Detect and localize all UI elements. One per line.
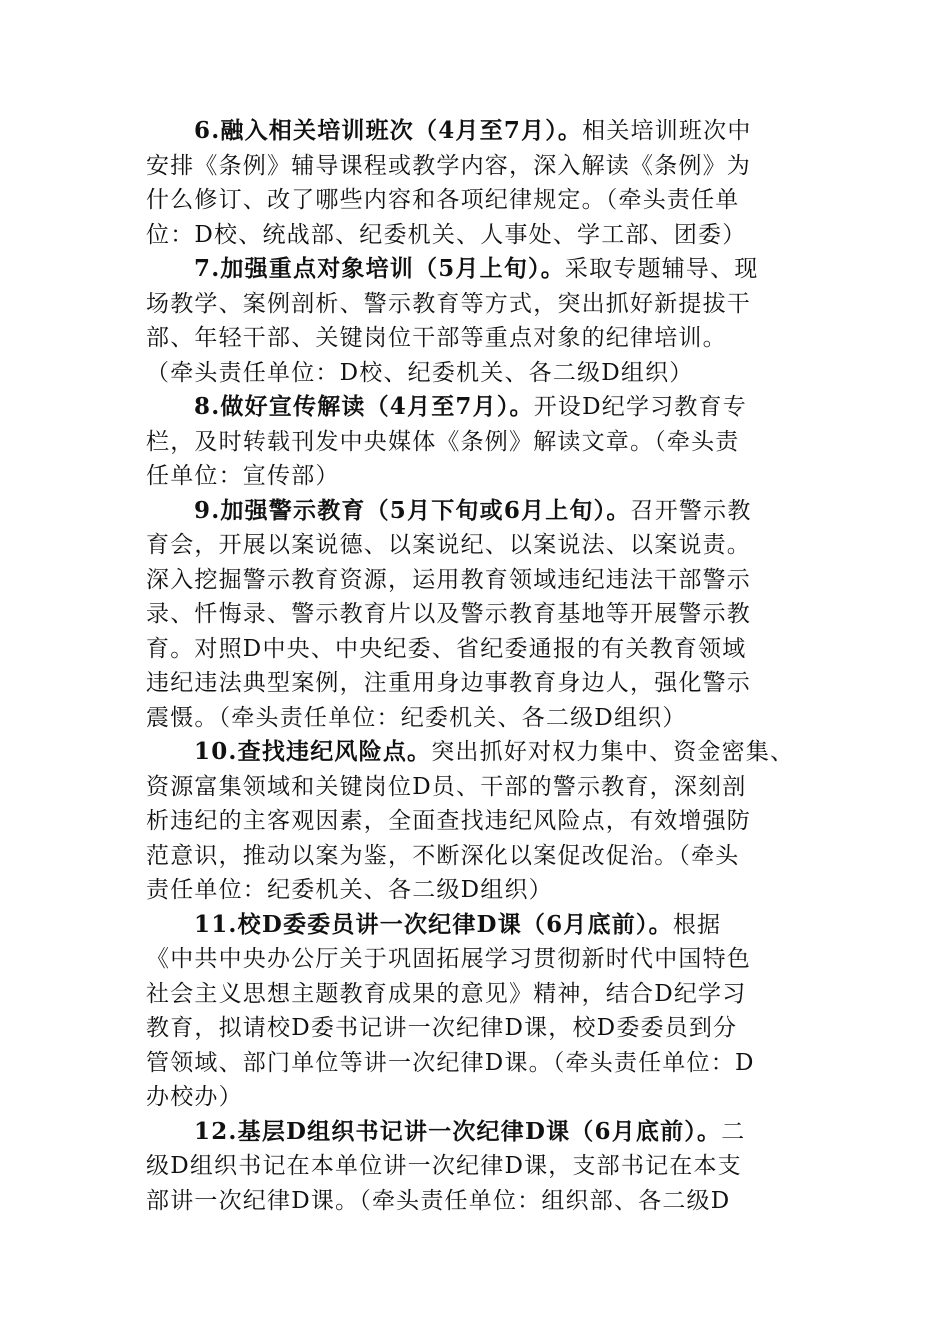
document-page [146, 114, 806, 1218]
paragraph-line: 震慑。（牵头责任单位：纪委机关、各二级D组织） [146, 704, 687, 731]
paragraph-line [146, 735, 806, 770]
paragraph-6 [146, 114, 806, 252]
paragraph-heading: 9.加强警示教育（5月下旬或6月上旬）。 [194, 496, 631, 524]
paragraph-heading: 6.融入相关培训班次（4月至7月）。 [194, 117, 583, 144]
paragraph-line: 部、年轻干部、关键岗位干部等重点对象的纪律培训。 [146, 325, 727, 351]
paragraph-line: 社会主义思想主题教育成果的意见》精神，结合D纪学习 [146, 980, 747, 1007]
paragraph-line: 栏，及时转载刊发中央媒体《条例》解读文章。（牵头责 [146, 428, 740, 455]
paragraph-text: 开设D纪学习教育专 [533, 394, 747, 420]
paragraph-text: 相关培训班次中 [582, 118, 752, 144]
paragraph-10 [146, 735, 806, 908]
paragraph-line: 什么修订、改了哪些内容和各项纪律规定。（牵头责任单 [146, 187, 740, 213]
paragraph-heading: 10.查找违纪风险点。 [194, 738, 432, 765]
paragraph-text: 召开警示教 [630, 497, 752, 524]
paragraph-line [146, 908, 806, 943]
paragraph-heading: 7.加强重点对象培训（5月上旬）。 [194, 255, 565, 282]
paragraph-line [146, 252, 806, 287]
paragraph-heading: 11.校D委委员讲一次纪律D课（6月底前）。 [194, 910, 673, 938]
paragraph-8 [146, 390, 806, 494]
paragraph-line [146, 114, 806, 149]
paragraph-text: 突出抓好对权力集中、资金密集、 [431, 739, 795, 765]
paragraph-line: 教育，拟请校D委书记讲一次纪律D课，校D委委员到分 [146, 1015, 738, 1041]
paragraph-line: 场教学、案例剖析、警示教育等方式，突出抓好新提拔干 [146, 290, 751, 317]
paragraph-line [146, 494, 806, 529]
paragraph-line: 析违纪的主客观因素，全面查找违纪风险点，有效增强防 [146, 808, 751, 834]
paragraph-11 [146, 908, 806, 1115]
paragraph-line [146, 390, 806, 425]
paragraph-line: 录、忏悔录、警示教育片以及警示教育基地等开展警示教 [146, 601, 751, 627]
paragraph-line: 育。对照D中央、中央纪委、省纪委通报的有关教育领域 [146, 635, 747, 662]
paragraph-line: 管领域、部门单位等讲一次纪律D课。（牵头责任单位：D [146, 1049, 755, 1076]
paragraph-line: 资源富集领域和关键岗位D员、干部的警示教育，深刻剖 [146, 773, 747, 800]
paragraph-line: （牵头责任单位：D校、纪委机关、各二级D组织） [146, 359, 694, 386]
paragraph-line: 责任单位：纪委机关、各二级D组织） [146, 877, 553, 903]
paragraph-line: 安排《条例》辅导课程或教学内容，深入解读《条例》为 [146, 152, 751, 179]
paragraph-9 [146, 494, 806, 736]
paragraph-line: 育会，开展以案说德、以案说纪、以案说法、以案说责。 [146, 532, 751, 558]
paragraph-line: 级D组织书记在本单位讲一次纪律D课，支部书记在本支 [146, 1153, 742, 1179]
paragraph-line [146, 1115, 806, 1150]
paragraph-line: 《中共中央办公厅关于巩固拓展学习贯彻新时代中国特色 [146, 946, 751, 972]
paragraph-line: 范意识，推动以案为鉴，不断深化以案促改促治。（牵头 [146, 842, 740, 869]
paragraph-line: 部讲一次纪律D课。（牵头责任单位：组织部、各二级D [146, 1187, 731, 1214]
paragraph-line: 办校办） [146, 1084, 243, 1110]
paragraph-7 [146, 252, 806, 390]
paragraph-heading: 12.基层D组织书记讲一次纪律D课（6月底前）。 [194, 1117, 722, 1145]
paragraph-text: 根据 [672, 911, 722, 938]
paragraph-12 [146, 1115, 806, 1219]
paragraph-line: 位：D校、统战部、纪委机关、人事处、学工部、团委） [146, 221, 747, 248]
paragraph-line: 深入挖掘警示教育资源，运用教育领域违纪违法干部警示 [146, 566, 751, 593]
paragraph-line: 任单位：宣传部） [146, 463, 340, 489]
paragraph-text: 采取专题辅导、现 [564, 256, 759, 282]
paragraph-line: 违纪违法典型案例，注重用身边事教育身边人，强化警示 [146, 670, 751, 696]
paragraph-text: 二 [721, 1118, 746, 1145]
paragraph-heading: 8.做好宣传解读（4月至7月）。 [194, 393, 534, 420]
